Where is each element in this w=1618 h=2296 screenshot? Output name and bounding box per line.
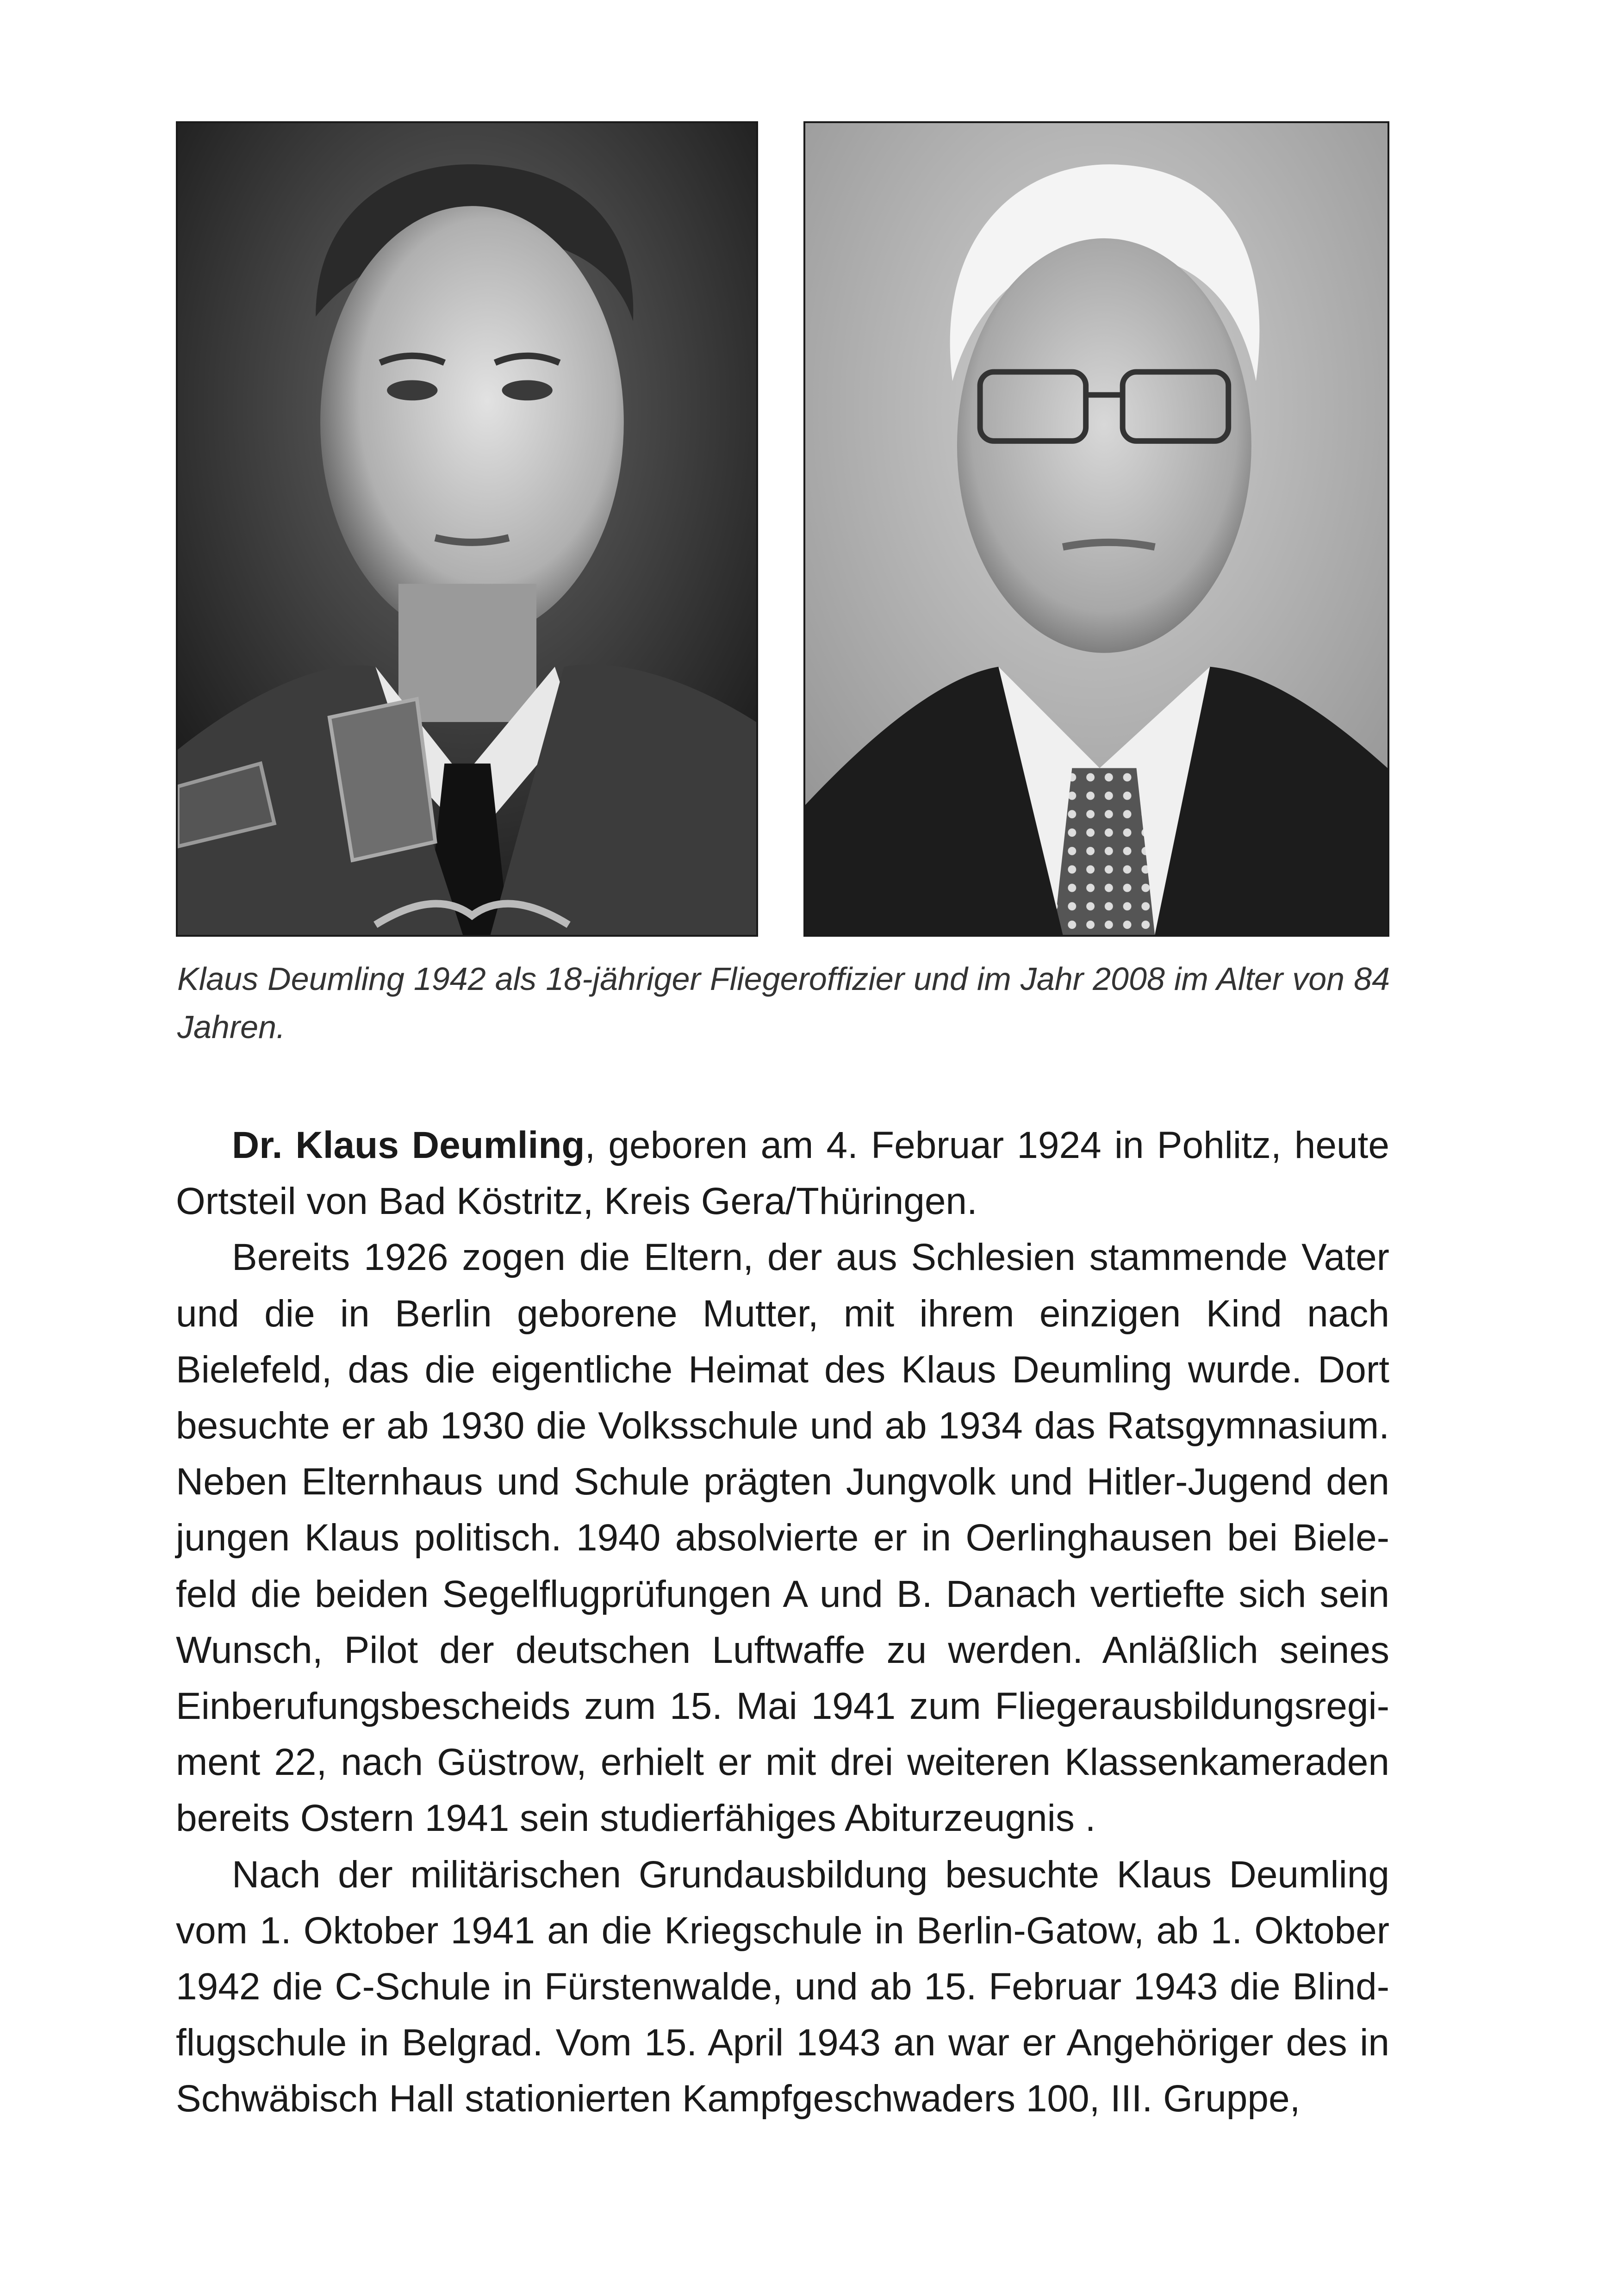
paragraph-2: Bereits 1926 zogen die Eltern, der aus Schlesien stammende Vater und die in Berlin geborene Mutter, mit ihrem einzigen Kind nach Bielefeld, das die eigentliche Heimat des Klaus Deumling wurde. Dort besuchte er ab 1930 die Volksschule und ab 1934 das Ratsgymnasium. Neben Elternhaus und Schule prägten Jungvolk und Hitler-Jugend den jungen Klaus politisch. 1940 absolvierte er in Oerlinghausen bei Bielefeld die beiden Segelflugprüfungen A und B. Danach vertiefte sich sein Wunsch, Pilot der deutschen Luftwaffe zu werden. Anläßlich seines Einberufungsbescheids zum 15. Mai 1941 zum Fliegerausbildungsregiment 22, nach Güstrow, erhielt er mit drei weiteren Klassenkameraden bereits Ostern 1941 sein studierfähiges Abiturzeugnis . [176, 1236, 1389, 1840]
biography-body [176, 1117, 1389, 2127]
portrait-young-image [178, 123, 756, 935]
paragraph-1 [176, 1117, 1389, 1229]
photo-young-officer [176, 121, 758, 937]
photo-caption: Klaus Deumling 1942 als 18-jähriger Fliegeroffizier und im Jahr 2008 im Alter von 84 Jahren. [177, 961, 1390, 1045]
paragraph-3: Nach der militärischen Grundausbildung besuchte Klaus Deumling vom 1. Oktober 1941 an die Kriegschule in Berlin-Gatow, ab 1. Oktober 1942 die C-Schule in Fürstenwalde, und ab 15. Februar 1943 die Blindflugschule in Belgrad. Vom 15. April 1943 an war er Angehöriger des in Schwäbisch Hall stationierten Kampfgeschwaders 100, III. Gruppe, [176, 1853, 1389, 2120]
photo-elderly-man [803, 121, 1389, 937]
paragraph-1-text: , geboren am 4. Februar 1924 in Pohlitz, heute Ortsteil von Bad Köstritz, Kreis Gera/Thüringen. [176, 1124, 1389, 1223]
person-name: Dr. Klaus Deumling [232, 1124, 585, 1166]
portrait-elderly-image [805, 123, 1388, 935]
